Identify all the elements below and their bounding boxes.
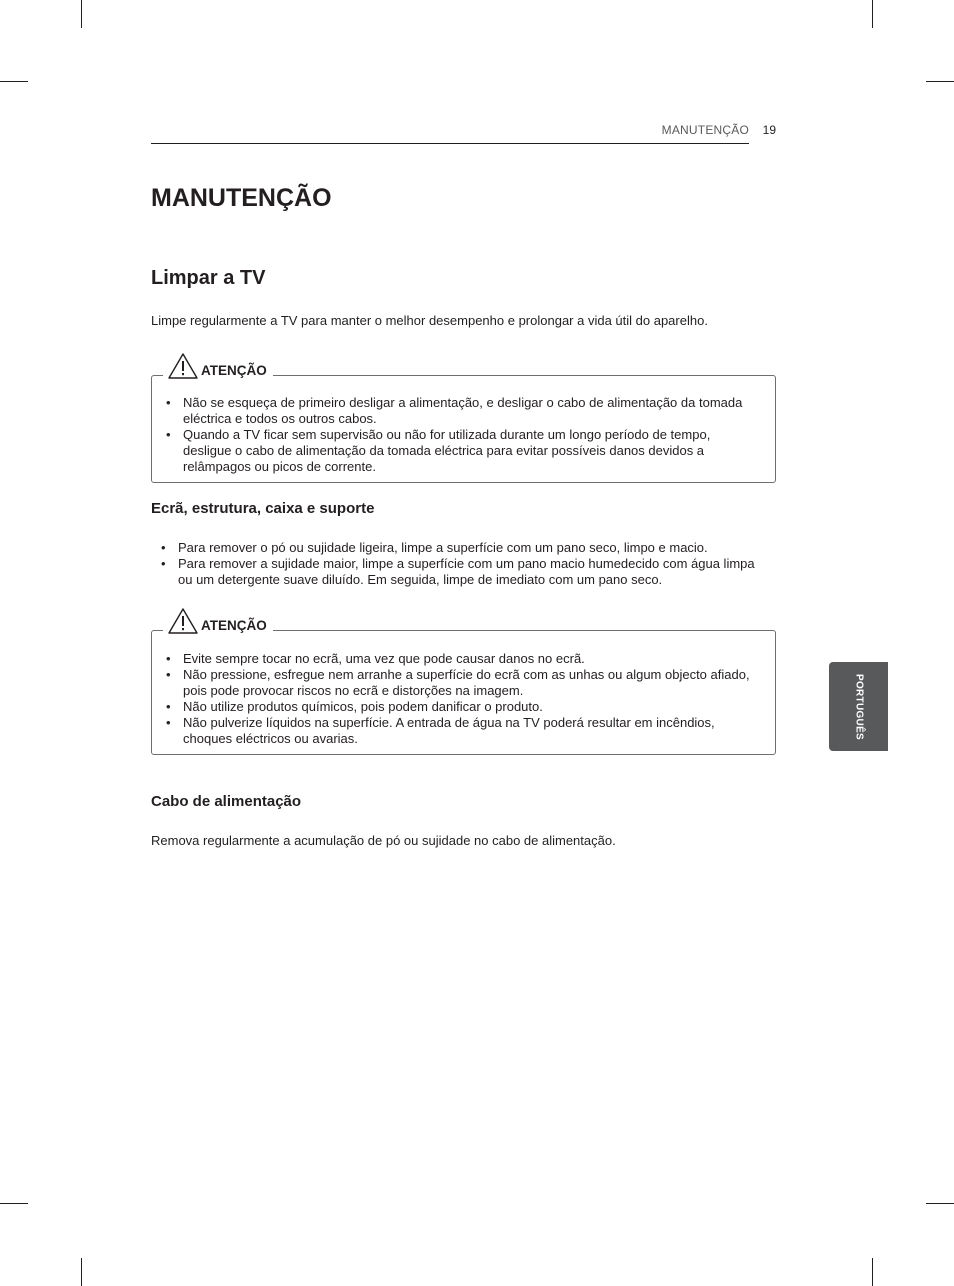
crop-mark xyxy=(81,0,82,28)
crop-mark xyxy=(926,1203,954,1204)
crop-mark xyxy=(0,1203,28,1204)
bullet: • xyxy=(166,651,171,666)
caution-box-1 xyxy=(151,363,776,483)
crop-mark xyxy=(872,1258,873,1286)
warning-icon xyxy=(167,607,199,635)
crop-mark xyxy=(0,81,28,82)
language-tab-label: PORTUGUÊS xyxy=(853,673,864,740)
caution-label: ATENÇÃO xyxy=(201,618,267,633)
screen-section-title: Ecrã, estrutura, caixa e suporte xyxy=(151,500,375,517)
bullet: • xyxy=(166,667,171,682)
running-header xyxy=(151,122,776,144)
power-section-title: Cabo de alimentação xyxy=(151,793,302,810)
list-item: • Não pressione, esfregue nem arranhe a superfície do ecrã com as unhas ou algum objecto afiado, pois pode provocar riscos no ecrã e distorções na imagem. xyxy=(166,667,750,698)
header-rule xyxy=(151,143,749,144)
language-tab xyxy=(829,662,888,751)
power-section-text: Remova regularmente a acumulação de pó ou sujidade no cabo de alimentação. xyxy=(151,833,616,848)
crop-mark xyxy=(926,81,954,82)
page-title: MANUTENÇÃO xyxy=(151,184,332,212)
bullet: • xyxy=(166,699,171,714)
list-item: • Evite sempre tocar no ecrã, uma vez que pode causar danos no ecrã. xyxy=(166,651,585,666)
warning-icon xyxy=(167,352,199,380)
bullet: • xyxy=(166,395,171,410)
caution-header-1 xyxy=(163,350,273,380)
list-item: • Quando a TV ficar sem supervisão ou não for utilizada durante um longo período de tempo, desligue o cabo de alimentação da tomada eléctrica para evitar possíveis danos devidos a relâmpagos ou picos de corrente. xyxy=(166,427,711,474)
caution-label: ATENÇÃO xyxy=(201,363,267,378)
caution-list-2 xyxy=(166,651,766,747)
list-item: • Para remover a sujidade maior, limpe a superfície com um pano macio humedecido com água limpa ou um detergente suave diluído. Em seguida, limpe de imediato com um pano seco. xyxy=(161,556,755,587)
caution-list-1 xyxy=(166,395,766,475)
bullet: • xyxy=(161,556,166,571)
header-section-name: MANUTENÇÃO xyxy=(661,123,749,137)
list-item: • Para remover o pó ou sujidade ligeira, limpe a superfície com um pano seco, limpo e macio. xyxy=(161,540,708,555)
screen-list xyxy=(161,540,773,588)
bullet: • xyxy=(166,715,171,730)
bullet: • xyxy=(166,427,171,442)
bullet: • xyxy=(161,540,166,555)
section-title: Limpar a TV xyxy=(151,267,266,289)
list-item: • Não se esqueça de primeiro desligar a alimentação, e desligar o cabo de alimentação da tomada eléctrica e todos os outros cabos. xyxy=(166,395,743,426)
crop-mark xyxy=(81,1258,82,1286)
caution-header-2 xyxy=(163,605,273,635)
caution-box-2 xyxy=(151,618,776,755)
list-item: • Não utilize produtos químicos, pois podem danificar o produto. xyxy=(166,699,543,714)
crop-mark xyxy=(872,0,873,28)
page-number: 19 xyxy=(762,123,776,137)
intro-text: Limpe regularmente a TV para manter o melhor desempenho e prolongar a vida útil do aparelho. xyxy=(151,313,708,328)
list-item: • Não pulverize líquidos na superfície. A entrada de água na TV poderá resultar em incêndios, choques eléctricos ou avarias. xyxy=(166,715,715,746)
